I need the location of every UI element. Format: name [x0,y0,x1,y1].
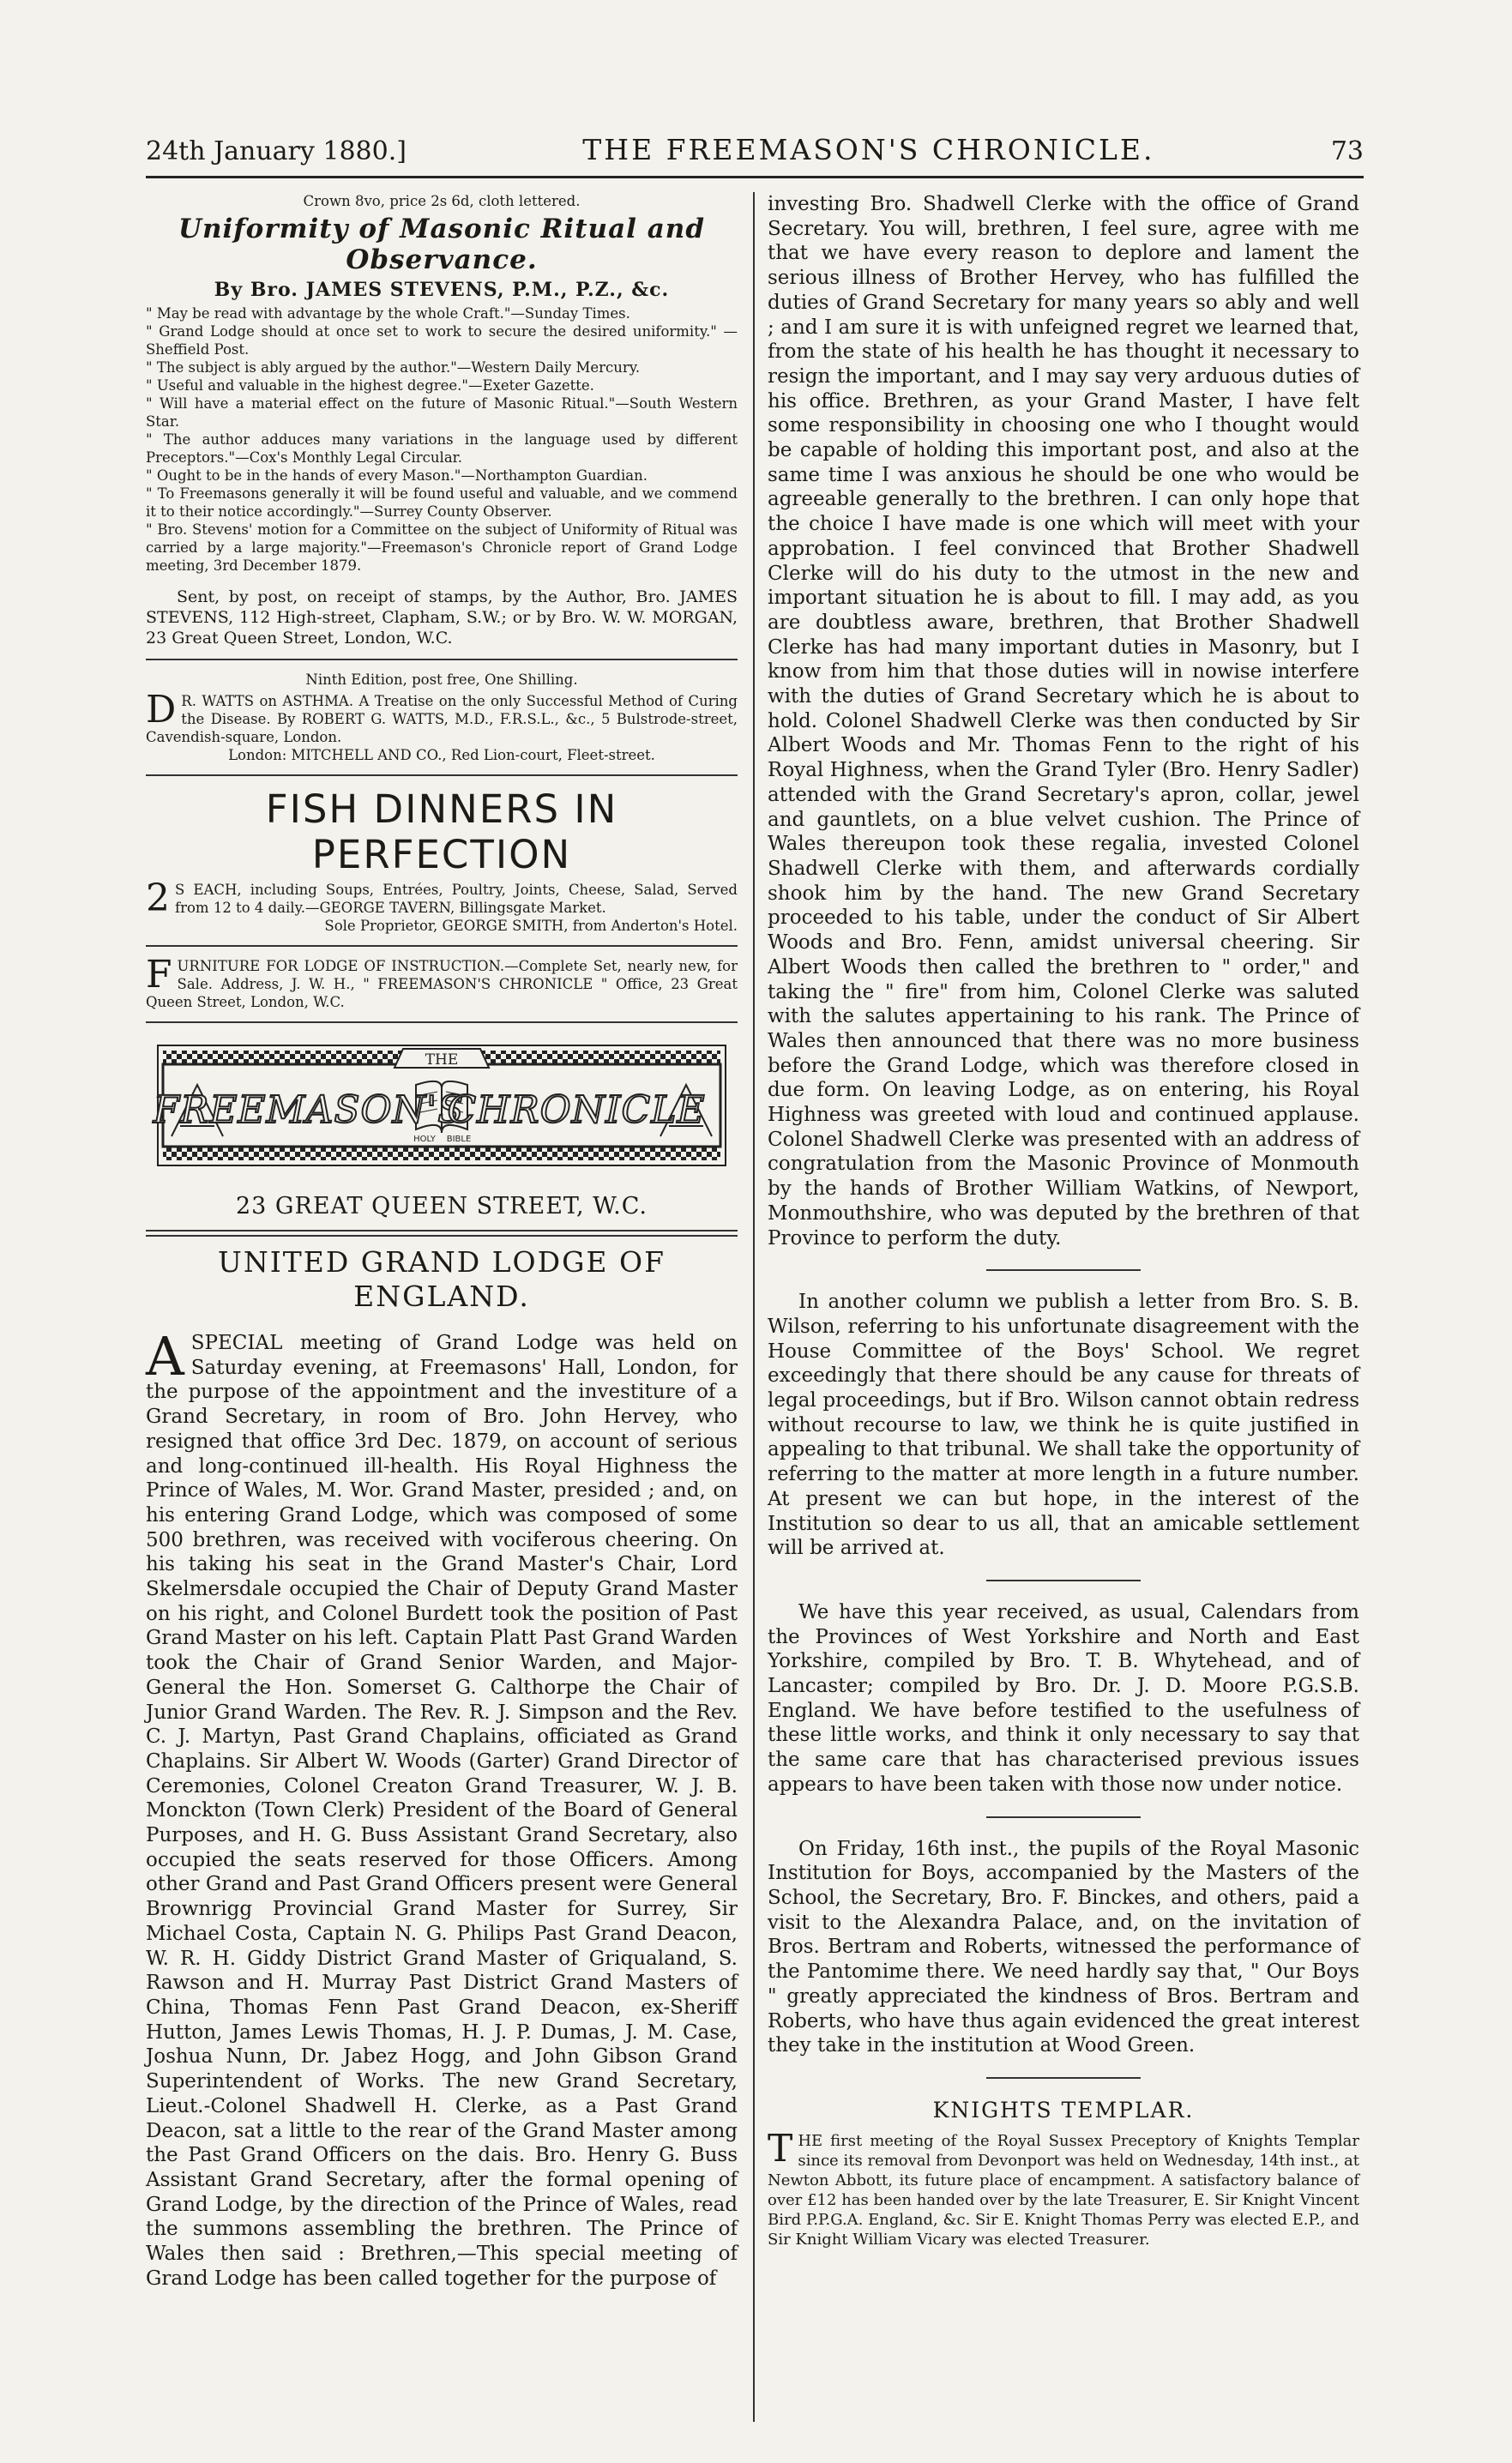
section-rule [146,1021,738,1023]
logo-the-text: THE [425,1051,459,1069]
header-date: 24th January 1880.] [146,136,407,166]
ad-furniture-text: FURNITURE FOR LODGE OF INSTRUCTION.—Complete Set, nearly new, for Sale. Address, J. W. H., " FREEMASON'S CHRONICLE " Office, 23 Great Queen Street, London, W.C. [146,953,738,1010]
masthead-logo-art [146,1033,738,1177]
masthead-logo [146,1033,738,1177]
logo-bible-text: BIBLE [446,1135,472,1144]
knights-templar [768,2098,1359,2249]
ad-asthma [146,671,738,764]
ad-fish-title: FISH DINNERS IN PERFECTION [265,786,618,877]
ad-asthma-publisher: London: MITCHELL AND CO., Red Lion-court, Fleet-street. [228,747,655,763]
ad-uniformity-pre: Crown 8vo, price 2s 6d, cloth lettered. [303,193,581,209]
article-body-part2: investing Bro. Shadwell Clerke with the office of Grand Secretary. You will, brethren, I feel sure, agree with me that we have every reason to deplore and lament the serious illness of Brother Hervey, who has fulfilled the duties of Grand Secretary for many years so ably and well ; and I am sure it is with unfeigned regret we learned that, from the state of his health he has thought it necessary to resign the important, and I may say very arduous duties of his office. Brethren, as your Grand Master, I have felt some responsibility in choosing one who I thought would be capable of holding this important post, and also at the same time I was anxious he should be one who would be agreeable generally to the brethren. I can only hope that the choice I have made is one which will meet with your approbation. I feel convinced that Brother Shadwell Clerke will do his duty to the utmost in the new and important situation he is about to fill. I may add, as you are doubtless aware, brethren, that Brother Shadwell Clerke has had many important duties in Masonry, but I know from him that those duties will in nowise interfere with the duties of Grand Secretary which he is about to hold. Colonel Shadwell Clerke was then conducted by Sir Albert Woods and Mr. Thomas Fenn to the right of his Royal Highness, when the Grand Tyler (Bro. Henry Sadler) attended with the Grand Secretary's apron, collar, jewel and gauntlets, on a blue velvet cushion. The Prince of Wales thereupon took these regalia, invested Colonel Shadwell Clerke with them, and afterwards cordially shook him by the hand. The new Grand Secretary proceeded to his table, under the conduct of Sir Albert Woods and Bro. Fenn, amidst universal cheering. Sir Albert Woods then called the brethren to " order," and taking the " fire" from him, Colonel Clerke was saluted with the salutes appertaining to his rank. The Prince of Wales then announced that there was no more business before the Grand Lodge, which was therefore closed in due form. On leaving Lodge, as on entering, his Royal Highness was greeted with loud and continued applause. Colonel Shadwell Clerke was presented with an address of congratulation from the Masonic Province of Monmouth by the hands of Brother William Watkins, of Newport, Monmouthshire, who was deputed by the brethren of that Province to perform the duty. [768,193,1359,1250]
dropcap: F [146,953,172,997]
double-rule [146,1230,738,1237]
ad-uniformity [146,192,738,648]
note-wilson: In another column we publish a letter from Bro. S. B. Wilson, referring to his unfortunate disagreement with the House Committee of the Boys' School. We regret exceedingly that there should be any cause for threats of legal proceedings, but if Bro. Wilson cannot obtain redress without recourse to law, we think he is quite justified in appealing to that tribunal. We shall take the opportunity of referring to the matter at more length in a future number. At present we can but hope, in the interest of the Institution so dear to us all, that an amicable settlement will be arrived at. [768,1291,1359,1560]
dropcap: D [146,688,177,732]
section-rule [986,1580,1141,1581]
ad-uniformity-byline: By Bro. JAMES STEVENS, P.M., P.Z., &c. [214,279,670,301]
logo-holy-text: HOLY [413,1135,436,1144]
dropcap: 2 [146,876,170,920]
logo-freemasons-text: FREEMASON'S [153,1088,465,1132]
review-quote: " Will have a material effect on the future of Masonic Ritual."—South Western Star. [146,395,738,430]
article-title: UNITED GRAND LODGE OF ENGLAND. [218,1245,666,1313]
review-quote: " Bro. Stevens' motion for a Committee on the subject of Uniformity of Ritual was carried by a large majority."—Freemason's Chronicle report of Grand Lodge meeting, 3rd December 1879. [146,521,738,574]
dropcap: A [146,1325,184,1388]
header-page-number: 73 [1330,136,1364,166]
publisher-address: 23 GREAT QUEEN STREET, W.C. [235,1193,648,1219]
ad-fish-dinners [146,786,738,935]
column-divider [753,192,755,2422]
section-rule [146,945,738,947]
review-quote: " May be read with advantage by the whole Craft."—Sunday Times. [146,305,630,322]
section-rule [986,2077,1141,2079]
note-boys-visit: On Friday, 16th inst., the pupils of the Royal Masonic Institution for Boys, accompanied by the Masters of the School, the Secretary, Bro. F. Binckes, and others, paid a visit to the Alexandra Palace, and, on the invitation of Bros. Bertram and Roberts, witnessed the performance of the Pantomime there. We need hardly say that, " Our Boys " greatly appreciated the kindness of Bros. Bertram and Roberts, who have thus again evidenced the great interest they take in the institution at Wood Green. [768,1837,1359,2057]
section-rule [146,774,738,776]
ad-uniformity-title: Uniformity of Masonic Ritual and Observance. [178,214,706,275]
article-grand-lodge [146,1245,738,2291]
checkered-border-bottom [163,1147,720,1160]
ad-fish-text: 2 S EACH, including Soups, Entrées, Poultry, Joints, Cheese, Salad, Served from 12 to 4 daily.—GEORGE TAVERN, Billingsgate Market. [146,876,738,920]
left-column [146,192,738,2291]
section-rule [146,659,738,660]
review-quote: " To Freemasons generally it will be found useful and valuable, and we commend it to their notice accordingly."—Surrey County Observer. [146,485,738,520]
header-rule [146,176,1364,178]
page-header [146,117,1364,166]
ad-asthma-pre: Ninth Edition, post free, One Shilling. [305,671,578,688]
right-column [768,192,1359,2249]
header-title: THE FREEMASON'S CHRONICLE. [582,133,1155,166]
ad-asthma-text: D R. WATTS on ASTHMA. A Treatise on the only Successful Method of Curing the Disease. By ROBERT G. WATTS, M.D., F.R.S.L., &c., 5 Bulstrode-street, Cavendish-square, London. [146,688,738,745]
review-quote: " Ought to be in the hands of every Mason."—Northampton Guardian. [146,467,648,484]
dropcap: T [768,2126,793,2171]
logo-chronicle-text: CHRONICLE [447,1088,706,1132]
note-calendars: We have this year received, as usual, Calendars from the Provinces of West Yorkshire and North and East Yorkshire, compiled by Bro. T. B. Whytehead, and of Lancaster; compiled by Bro. Dr. J. D. Moore P.G.S.B. England. We have before testified to the usefulness of these little works, and think it only necessary to say that the same care that has characterised previous issues appears to have been taken with those now under notice. [768,1600,1359,1796]
section-rule [986,1816,1141,1818]
section-rule [986,1269,1141,1271]
review-quote: " Useful and valuable in the highest degree."—Exeter Gazette. [146,377,594,394]
ad-uniformity-sent: Sent, by post, on receipt of stamps, by the Author, Bro. JAMES STEVENS, 112 High-street, Clapham, S.W.; or by Bro. W. W. MORGAN, 23 Great Queen Street, London, W.C. [146,587,738,647]
knights-title: KNIGHTS TEMPLAR. [932,2097,1195,2123]
ad-furniture [146,953,738,1011]
knights-text: THE first meeting of the Royal Sussex Preceptory of Knights Templar since its removal from Devonport was held on Wednesday, 14th inst., at Newton Abbott, its future place of encampment. A satisfactory balance of over £12 has been handed over by the late Treasurer, E. Sir Knight Vincent Bird P.P.G.A. England, &c. Sir E. Knight Thomas Perry was elected E.P., and Sir Knight William Vicary was elected Treasurer. [768,2126,1359,2249]
ad-fish-proprietor: Sole Proprietor, GEORGE SMITH, from Anderton's Hotel. [324,918,738,934]
article-body-part1: A SPECIAL meeting of Grand Lodge was held on Saturday evening, at Freemasons' Hall, London, for the purpose of the appointment and the investiture of a Grand Secretary, in room of Bro. John Hervey, who resigned that office 3rd Dec. 1879, on account of serious and long-continued ill-health. His Royal Highness the Prince of Wales, M. Wor. Grand Master, presided ; and, on his entering Grand Lodge, which was composed of some 500 brethren, was received with vociferous cheering. On his taking his seat in the Grand Master's Chair, Lord Skelmersdale occupied the Chair of Deputy Grand Master on his right, and Colonel Burdett took the position of Past Grand Master on his left. Captain Platt Past Grand Warden took the Chair of Grand Senior Warden, and Major-General the Hon. Somerset G. Calthorpe the Chair of Junior Grand Warden. The Rev. R. J. Simpson and the Rev. C. J. Martyn, Past Grand Chaplains, officiated as Grand Chaplains. Sir Albert W. Woods (Garter) Grand Director of Ceremonies, Colonel Creaton Grand Treasurer, W. J. B. Monckton (Town Clerk) President of the Board of General Purposes, and H. G. Buss Assistant Grand Secretary, also occupied the seats reserved for those Officers. Among other Grand and Past Grand Officers present were General Brownrigg Provincial Grand Master for Surrey, Sir Michael Costa, Captain N. G. Philips Past Grand Deacon, W. R. H. Giddy District Grand Master of Griqualand, S. Rawson and H. Murray Past District Grand Masters of China, Thomas Fenn Past Grand Deacon, ex-Sheriff Hutton, James Lewis Thomas, H. J. P. Dumas, J. M. Case, Joshua Nunn, Dr. Jabez Hogg, and John Gibson Grand Superintendent of Works. The new Grand Secretary, Lieut.-Colonel Shadwell H. Clerke, as a Past Grand Deacon, sat a little to the rear of the Grand Master among the Past Grand Officers on the dais. Bro. Henry G. Buss Assistant Grand Secretary, after the formal opening of Grand Lodge, by the direction of the Prince of Wales, read the summons assembling the brethren. The Prince of Wales then said : Brethren,—This special meeting of Grand Lodge has been called together for the purpose of [146,1325,738,2290]
review-quote: " The subject is ably argued by the author."—Western Daily Mercury. [146,359,641,376]
review-quote: " The author adduces many variations in the language used by different Preceptors."—Cox's Monthly Legal Circular. [146,431,738,466]
review-quote: " Grand Lodge should at once set to work to secure the desired uniformity." —Sheffield Post. [146,323,738,358]
